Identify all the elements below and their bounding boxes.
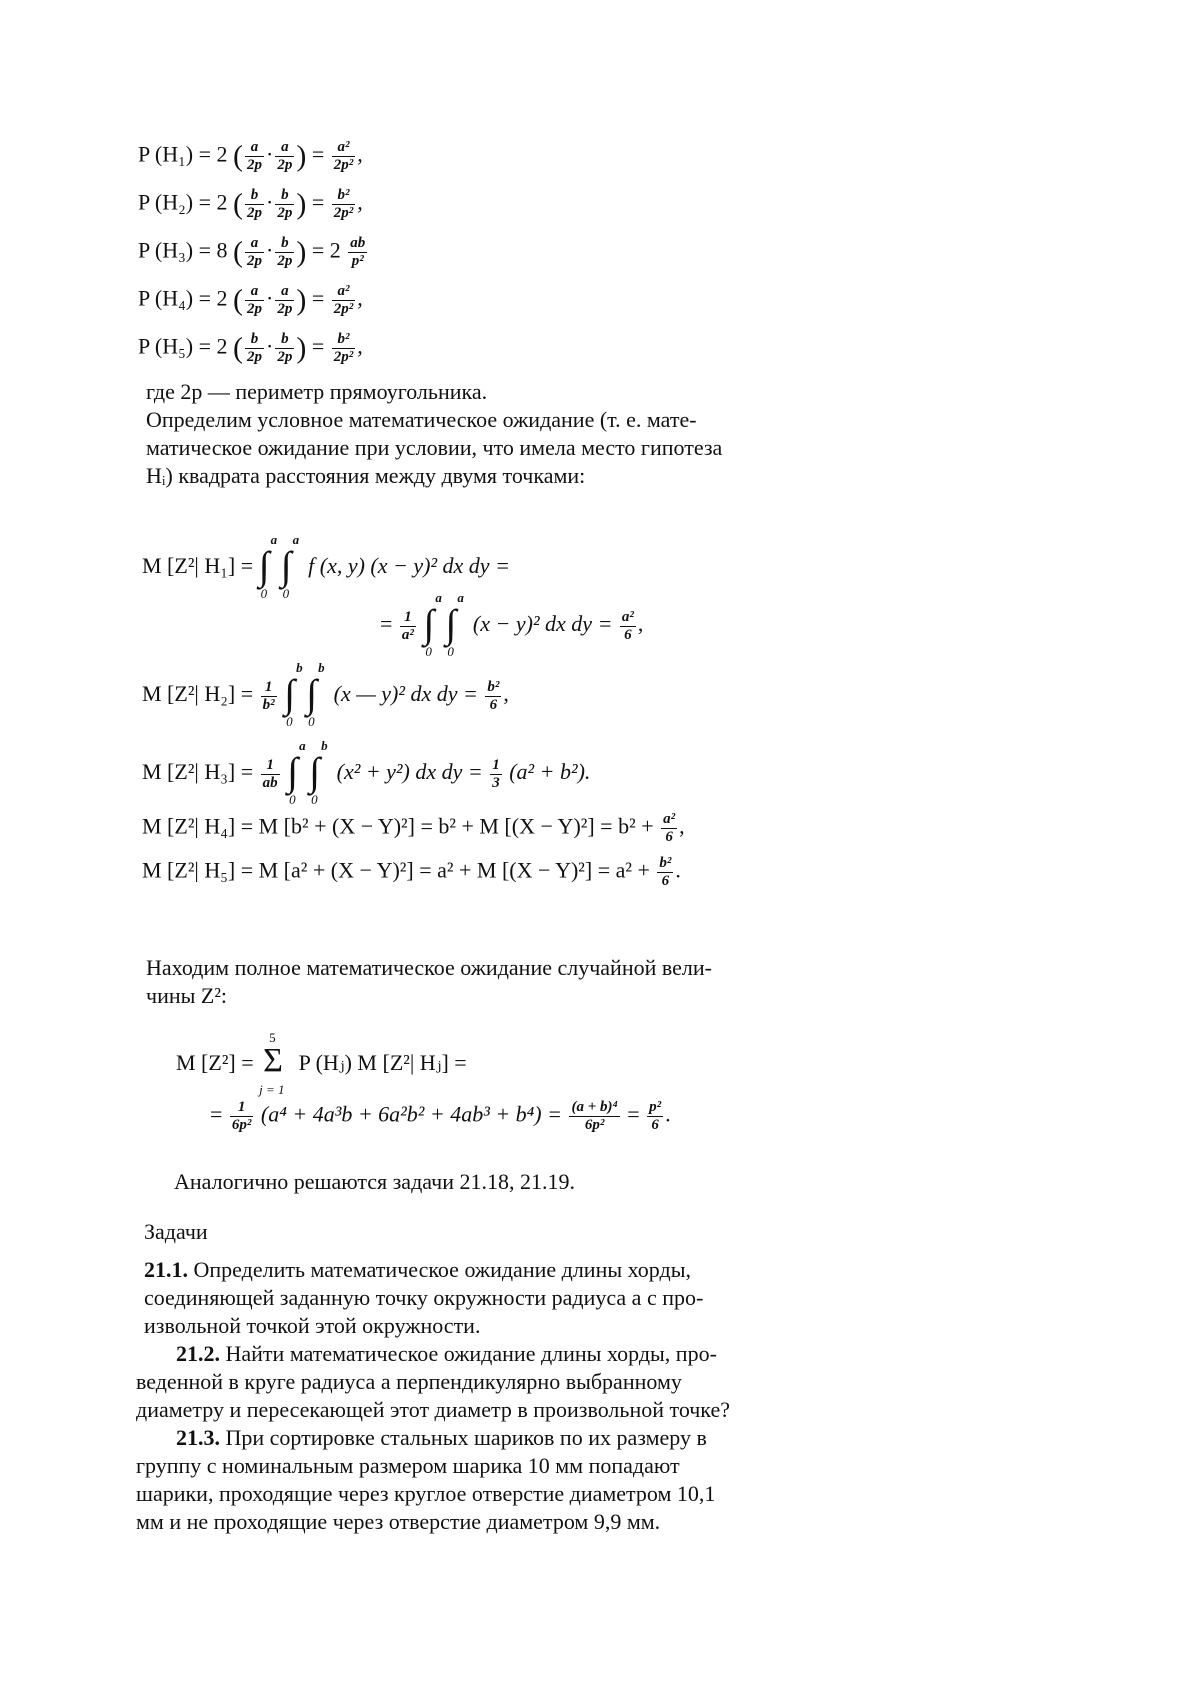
integral-sign: a ∫ 0 [287,738,306,807]
integral-sign: a ∫ 0 [280,532,300,601]
integral-sign: b ∫ 0 [309,738,328,807]
formula-m1-cont: = $\frac{1}{\text{a²}}$ a ∫ 0 a ∫ 0 (x − y)² dx dy = $\frac{\text{a²}}{6}$ , [380,590,644,659]
prob-lhs: P (H₁) = 2 [138,141,228,167]
prob-lhs: P (H₅) = 2 [138,333,228,359]
text-line: соединяющей заданную точку окружности радиуса a с про- [144,1285,704,1310]
integral-sign: b ∫ 0 [284,660,303,729]
probability-row: P (H₁) = 2 ( $\frac{a}{2p}$ · $\frac{a}{2p}$ ) = $\frac{\text{a²}}{\text{2p²}}$ , [138,139,363,173]
text-line: матическое ожидание при условии, что имела место гипотеза [146,435,723,460]
prob-lhs: P (H₃) = 8 [138,237,228,263]
integral-sign: a ∫ 0 [445,590,464,659]
probability-list [138,140,369,380]
formula-m1: M [Z²| H₁] = a ∫ 0 a ∫ 0 f (x, y) (x − y)² dx dy = [142,532,510,601]
text-line: Hᵢ) квадрата расстояния между двумя точками: [146,463,586,488]
formula-total-cont: = $\frac{1}{\text{6p²}}$ (a⁴ + 4a³b + 6a²b² + 4ab³ + b⁴) = $\frac{\text{(a + b)⁴}}{\text{6p²}}$ = $\frac{\text{p²}}{6}$ . [210,1099,671,1133]
task-number: 21.3. [176,1425,220,1450]
task-21-3: 21.3. При сортировке стальных шариков по их размеру в группу с номинальным размером шарика 10 мм попадают шарики, проходящие через круглое отверстие диаметром 10,1 мм и не проходящие через отверстие диаметром 9,9 мм. [136,1425,716,1534]
formula-m2: M [Z²| H₂] = $\frac{1}{\text{b²}}$ b ∫ 0 b ∫ 0 (x — y)² dx dy = $\frac{\text{b²}}{6}$ , [142,660,509,729]
text-line: Определим условное математическое ожидание (т. е. мате- [146,407,697,432]
probability-row: P (H₄) = 2 ( $\frac{a}{2p}$ · $\frac{a}{2p}$ ) = $\frac{\text{a²}}{\text{2p²}}$ , [138,283,363,317]
text-line: группу с номинальным размером шарика 10 мм попадают [136,1453,680,1478]
integral-sign: b ∫ 0 [306,660,325,729]
task-21-2: 21.2. Найти математическое ожидание длины хорды, про- веденной в круге радиуса a перпендикулярно выбранному диаметру и пересекающей этот диаметр в произвольной точке? [136,1341,730,1422]
probability-row: P (H₃) = 8 ( $\frac{a}{2p}$ · $\frac{b}{2p}$ ) = 2 $\frac{ab}{\text{p²}}$ [138,235,366,269]
task-number: 21.2. [176,1341,220,1366]
integral-sign: a ∫ 0 [423,590,442,659]
text-line: шарики, проходящие через круглое отверстие диаметром 10,1 [136,1481,716,1506]
formula-m5: M [Z²| H₅] = M [a² + (X − Y)²] = a² + M [(X − Y)²] = a² + $\frac{\text{b²}}{6}$ . [142,855,681,889]
text-line: Находим полное математическое ожидание случайной вели- [146,955,712,980]
perimeter-note: где 2p — периметр прямоугольника. [146,379,488,404]
integral-sign: a ∫ 0 [258,532,278,601]
formula-m3: M [Z²| H₃] = $\frac{1}{ab}$ a ∫ 0 b ∫ 0 (x² + y²) dx dy = $\frac{1}{3}$ (a² + b²). [142,738,591,807]
prob-lhs: P (H₄) = 2 [138,285,228,311]
sum-sign: 5 Σ j = 1 [259,1030,285,1097]
formula-m4: M [Z²| H₄] = M [b² + (X − Y)²] = b² + M [(X − Y)²] = b² + $\frac{\text{a²}}{6}$ , [142,811,685,845]
probability-row: P (H₅) = 2 ( $\frac{b}{2p}$ · $\frac{b}{2p}$ ) = $\frac{\text{b²}}{\text{2p²}}$ , [138,331,363,365]
probability-row: P (H₂) = 2 ( $\frac{b}{2p}$ · $\frac{b}{2p}$ ) = $\frac{\text{b²}}{\text{2p²}}$ , [138,187,363,221]
text-line: веденной в круге радиуса a перпендикулярно выбранному [136,1369,682,1394]
formula-total: M [Z²] = 5 Σ j = 1 P (Hⱼ) M [Z²| Hⱼ] = [176,1030,467,1097]
text-line: извольной точкой этой окружности. [144,1313,481,1338]
tasks-heading: Задачи [144,1219,208,1244]
text-line: чины Z²: [146,983,228,1008]
prob-lhs: P (H₂) = 2 [138,189,228,215]
task-21-1: 21.1. Определить математическое ожидание длины хорды, соединяющей заданную точку окружности радиуса a с про- извольной точкой этой окружности. [144,1257,704,1338]
similar-note: Аналогично решаются задачи 21.18, 21.19. [174,1169,575,1194]
intro-paragraph [146,378,722,490]
text-line: мм и не проходящие через отверстие диаметром 9,9 мм. [136,1509,661,1534]
text-line: диаметру и пересекающей этот диаметр в произвольной точке? [136,1397,730,1422]
task-number: 21.1. [144,1257,188,1282]
full-expectation-paragraph [146,954,712,1010]
